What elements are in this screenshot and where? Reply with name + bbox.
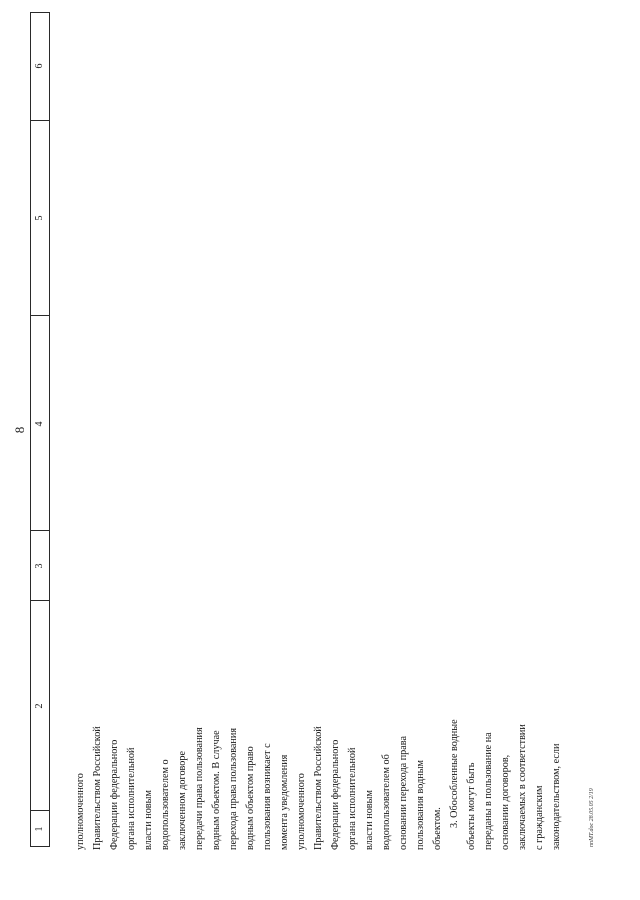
text-line: водопользователем об [381, 754, 392, 850]
column-divider [31, 315, 49, 316]
text-line: объекты могут быть [466, 762, 477, 850]
column-divider [31, 120, 49, 121]
text-line: Правительством Российской [92, 726, 103, 850]
text-line: водопользователем о [160, 759, 171, 850]
text-line: водным объектом. В случае [211, 730, 222, 850]
text-line: уполномоченного [296, 773, 307, 850]
text-line: Федерации федерального [109, 739, 120, 850]
column-divider [31, 600, 49, 601]
text-line: органа исполнительной [347, 747, 358, 850]
text-line: пользования возникает с [262, 743, 273, 850]
table-header-row [30, 12, 50, 847]
text-line: органа исполнительной [126, 747, 137, 850]
column-number-3: 3 [34, 563, 45, 569]
text-line: законодательством, если [551, 743, 562, 850]
text-line: основании договоров, [500, 754, 511, 850]
text-line: заключенном договоре [177, 751, 188, 850]
text-line: Правительством Российской [313, 726, 324, 850]
text-line: с гражданским [534, 785, 545, 850]
column-number-4: 4 [34, 421, 45, 427]
text-line: передачи права пользования [194, 727, 205, 850]
column-number-2: 2 [34, 703, 45, 709]
text-line: перехода права пользования [228, 727, 239, 850]
text-line: уполномоченного [75, 773, 86, 850]
file-reference-code: ппМТ.doc 28.05.05 2/19 [589, 788, 595, 847]
text-line: пользования водным [415, 759, 426, 850]
rotated-page [12, 0, 620, 880]
text-line: переданы в пользование на [483, 732, 494, 850]
text-line: водным объектом право [245, 746, 256, 850]
text-line: заключаемых в соответствии [517, 724, 528, 850]
text-line: Федерации федерального [330, 739, 341, 850]
column-number-6: 6 [34, 63, 45, 69]
text-line: власти новым [143, 790, 154, 850]
column-2-text [72, 590, 565, 850]
text-line: 3. Обособленные водные [449, 719, 460, 828]
text-line: основании перехода права [398, 736, 409, 850]
text-line: объектом. [432, 807, 443, 850]
column-divider [31, 810, 49, 811]
column-number-1: 1 [34, 826, 45, 832]
column-number-5: 5 [34, 215, 45, 221]
column-divider [31, 530, 49, 531]
page-number: 8 [12, 426, 27, 434]
text-line: момента уведомления [279, 754, 290, 850]
text-line: власти новым [364, 790, 375, 850]
